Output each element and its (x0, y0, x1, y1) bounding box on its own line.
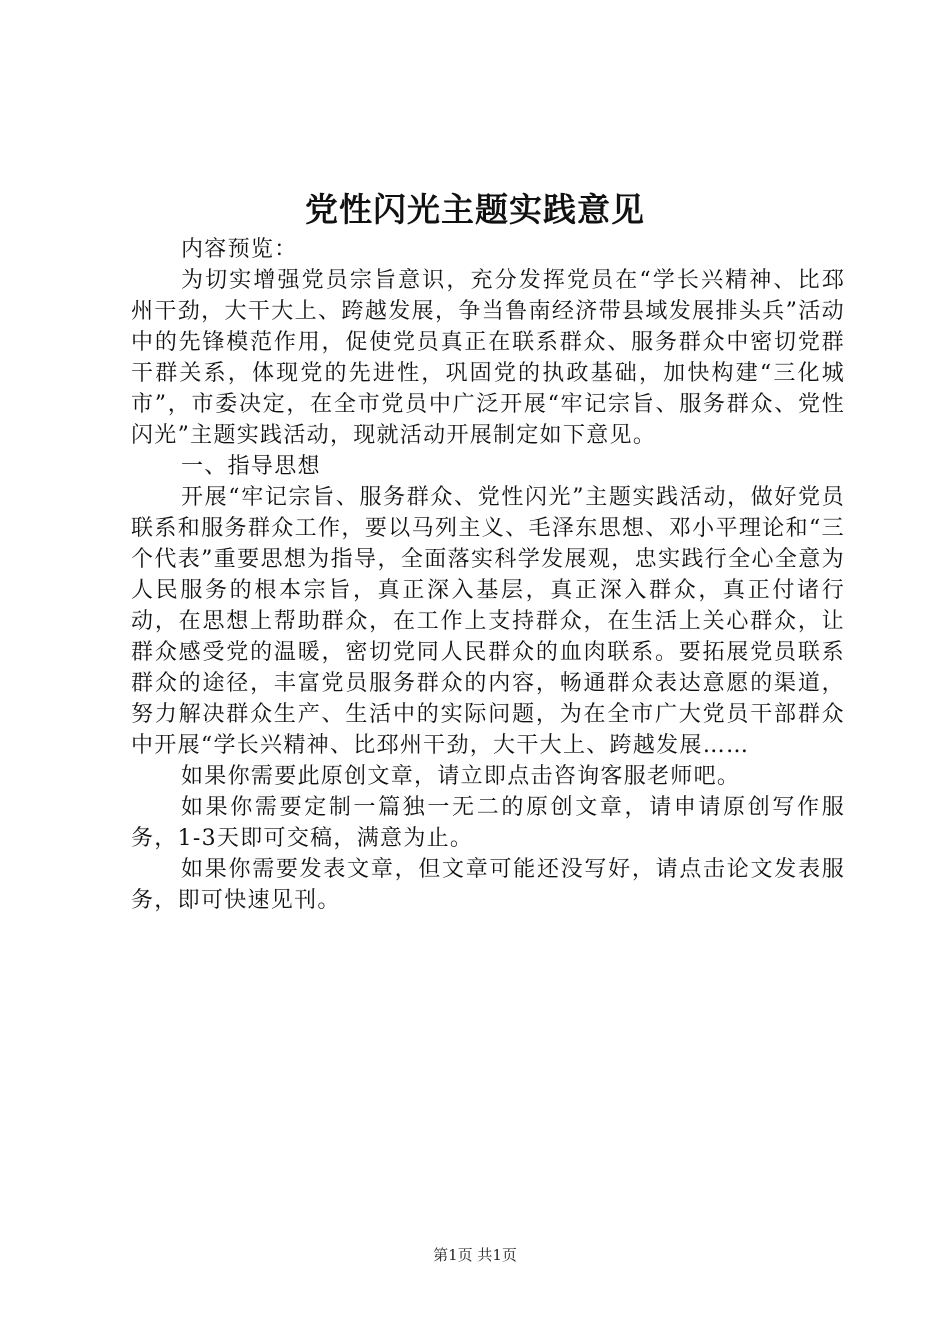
section-heading: 一、指导思想 (181, 454, 321, 479)
page-number: 第1页 共1页 (433, 1246, 517, 1264)
document-title: 党性闪光主题实践意见 (305, 190, 645, 229)
document-body (131, 234, 845, 916)
guiding-paragraph: 开展“牢记宗旨、服务群众、党性闪光”主题实践活动，做好党员联系和服务群众工作，要以马列主义、毛泽东思想、邓小平理论和“三个代表”重要思想为指导，全面落实科学发展观，忠实践行全心全意为人民服务的根本宗旨，真正深入基层，真正深入群众，真正付诸行动，在思想上帮助群众，在工作上支持群众，在生活上关心群众，让群众感受党的温暖，密切党同人民群众的血肉联系。要拓展党员联系群众的途径，丰富党员服务群众的内容，畅通群众表达意愿的渠道，努力解决群众生产、生活中的实际问题，为在全市广大党员干部群众中开展“学长兴精神、比邳州干劲，大干大上、跨越发展…… (131, 485, 845, 758)
preview-label: 内容预览： (181, 237, 298, 262)
intro-paragraph: 为切实增强党员宗旨意识，充分发挥党员在“学长兴精神、比邳州干劲，大干大上、跨越发展，争当鲁南经济带县域发展排头兵”活动中的先锋模范作用，促使党员真正在联系群众、服务群众中密切党群干群关系，体现党的先进性，巩固党的执政基础，加快构建“三化城市”，市委决定，在全市党员中广泛开展“牢记宗旨、服务群众、党性闪光”主题实践活动，现就活动开展制定如下意见。 (131, 268, 845, 448)
custom-writing-link[interactable]: 如果你需要定制一篇独一无二的原创文章，请申请原创写作服务，1-3天即可交稿，满意为止。 (131, 795, 845, 851)
consult-service-link[interactable]: 如果你需要此原创文章，请立即点击咨询客服老师吧。 (181, 764, 741, 789)
publish-service-link[interactable]: 如果你需要发表文章，但文章可能还没写好，请点击论文发表服务，即可快速见刊。 (131, 857, 845, 913)
